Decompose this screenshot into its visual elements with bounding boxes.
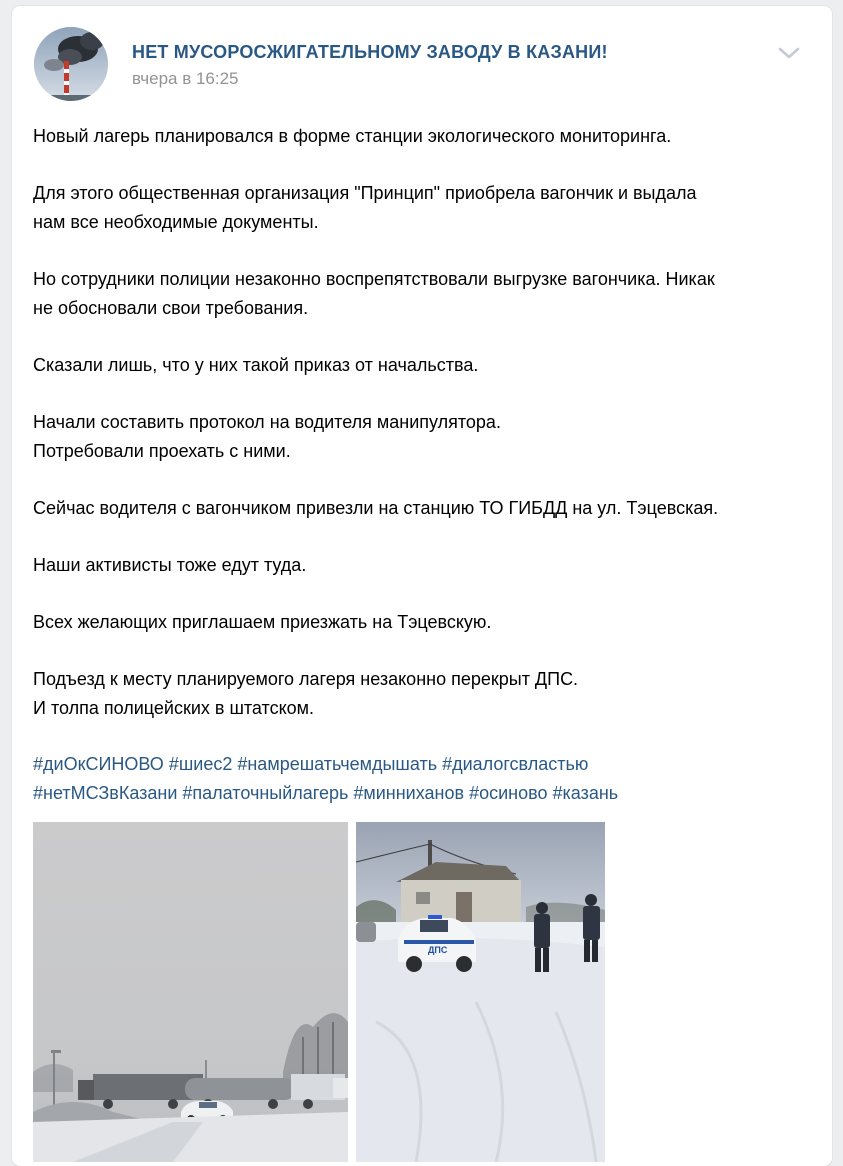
hashtag-line (33, 750, 823, 779)
factory-chimney-smoke-icon (34, 27, 108, 101)
police-car-label: ДПС (428, 945, 448, 955)
chevron-down-icon (778, 47, 800, 59)
hashtag-link[interactable]: #осиново (469, 783, 548, 803)
paragraph: Начали составить протокол на водителя манипулятора. Потребовали проехать с ними. (33, 412, 501, 461)
hashtag-link[interactable]: #диОкСИНОВО (33, 754, 164, 774)
paragraph: Для этого общественная организация "Принцип" приобрела вагончик и выдала нам все необходимые документы. (33, 183, 697, 232)
police-photo-image (356, 822, 605, 1162)
hashtag-link[interactable]: #диалогсвластью (442, 754, 589, 774)
hashtag-link[interactable]: #казань (552, 783, 619, 803)
hashtag-link[interactable]: #намрешатьчемдышать (237, 754, 438, 774)
hashtag-link[interactable]: #шиес2 (168, 754, 233, 774)
paragraph: Подъезд к месту планируемого лагеря незаконно перекрыт ДПС. И толпа полицейских в штатском. (33, 669, 579, 718)
paragraph: Сейчас водителя с вагончиком привезли на станцию ТО ГИБДД на ул. Тэцевская. (33, 498, 719, 518)
avatar[interactable] (34, 27, 108, 101)
hashtag-link[interactable]: #палаточныйлагерь (182, 783, 349, 803)
post-card (12, 6, 832, 1166)
post-photo-road[interactable] (33, 822, 348, 1162)
hashtag-link[interactable]: #нетМСЗвКазани (33, 783, 178, 803)
paragraph: Новый лагерь планировался в форме станции экологического мониторинга. (33, 126, 672, 146)
hashtag-line (33, 779, 823, 808)
road-photo-image (33, 822, 348, 1162)
post-author-link[interactable]: НЕТ МУСОРОСЖИГАТЕЛЬНОМУ ЗАВОДУ В КАЗАНИ! (132, 42, 608, 62)
hashtag-link[interactable]: #минниханов (353, 783, 465, 803)
post-menu-button[interactable] (776, 42, 802, 64)
paragraph: Сказали лишь, что у них такой приказ от начальства. (33, 355, 479, 375)
hashtags (33, 750, 823, 808)
paragraph: Но сотрудники полиции незаконно воспрепятствовали выгрузке вагончика. Никак не обосновали свои требования. (33, 269, 715, 318)
post-timestamp[interactable]: вчера в 16:25 (132, 69, 239, 88)
post-text (33, 122, 823, 751)
paragraph: Всех желающих приглашаем приезжать на Тэцевскую. (33, 612, 492, 632)
post-photo-police[interactable] (356, 822, 605, 1162)
paragraph: Наши активисты тоже едут туда. (33, 555, 307, 575)
